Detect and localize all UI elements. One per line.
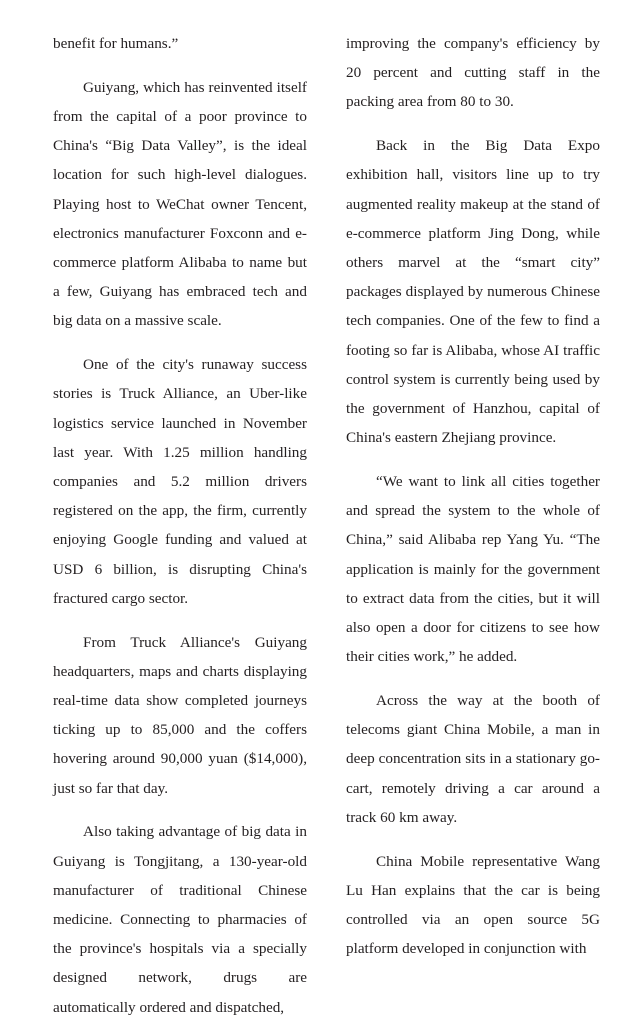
- left-column: [53, 29, 307, 1022]
- paragraph-truck-alliance: One of the city's runaway success stories is Truck Alliance, an Uber-like logistics service launched in November last year. With 1.25 million handling companies and 5.2 million drivers registered on the app, the firm, currently enjoying Google funding and valued at USD 6 billion, is disrupting China's fractured cargo sector.: [53, 356, 307, 607]
- paragraph-efficiency-continued: improving the company's efficiency by 20 percent and cutting staff in the packing area from 80 to 30.: [346, 35, 600, 111]
- paragraph-big-data-expo: Back in the Big Data Expo exhibition hall, visitors line up to try augmented reality makeup at the stand of e-commerce platform Jing Dong, while others marvel at the “smart city” packages displayed by numerous Chinese tech companies. One of the few to find a footing so far is Alibaba, whose AI traffic control system is currently being used by the government of Hanzhou, capital of China's eastern Zhejiang province.: [346, 137, 600, 447]
- paragraph-guiyang-big-data-valley: Guiyang, which has reinvented itself from the capital of a poor province to China's “Big Data Valley”, is the ideal location for such high-level dialogues. Playing host to WeChat owner Tencent, electronics manufacturer Foxconn and e-commerce platform Alibaba to name but a few, Guiyang has embraced tech and big data on a massive scale.: [53, 78, 307, 330]
- paragraph-china-mobile-5g: China Mobile representative Wang Lu Han explains that the car is being controlled via an open source 5G platform developed in conjunction with: [346, 852, 600, 958]
- right-column: [346, 29, 600, 963]
- paragraph-continued: benefit for humans.”: [53, 35, 179, 52]
- paragraph-china-mobile-booth: Across the way at the booth of telecoms giant China Mobile, a man in deep concentration sits in a stationary go-cart, remotely driving a car around a track 60 km away.: [346, 692, 600, 826]
- paragraph-tongjitang: Also taking advantage of big data in Guiyang is Tongjitang, a 130-year-old manufacturer of traditional Chinese medicine. Connecting to pharmacies of the province's hospitals via a specially designed network, drugs are automatically ordered and dispatched,: [53, 823, 307, 1016]
- paragraph-truck-alliance-headquarters: From Truck Alliance's Guiyang headquarters, maps and charts displaying real-time data show completed journeys ticking up to 85,000 and the coffers hovering around 90,000 yuan ($14,000), just so far that day.: [53, 633, 307, 797]
- paragraph-alibaba-quote: “We want to link all cities together and spread the system to the whole of China,” said Alibaba rep Yang Yu. “The application is mainly for the government to extract data from the cities, but it will also open a door for citizens to see how their cities work,” he added.: [346, 473, 600, 666]
